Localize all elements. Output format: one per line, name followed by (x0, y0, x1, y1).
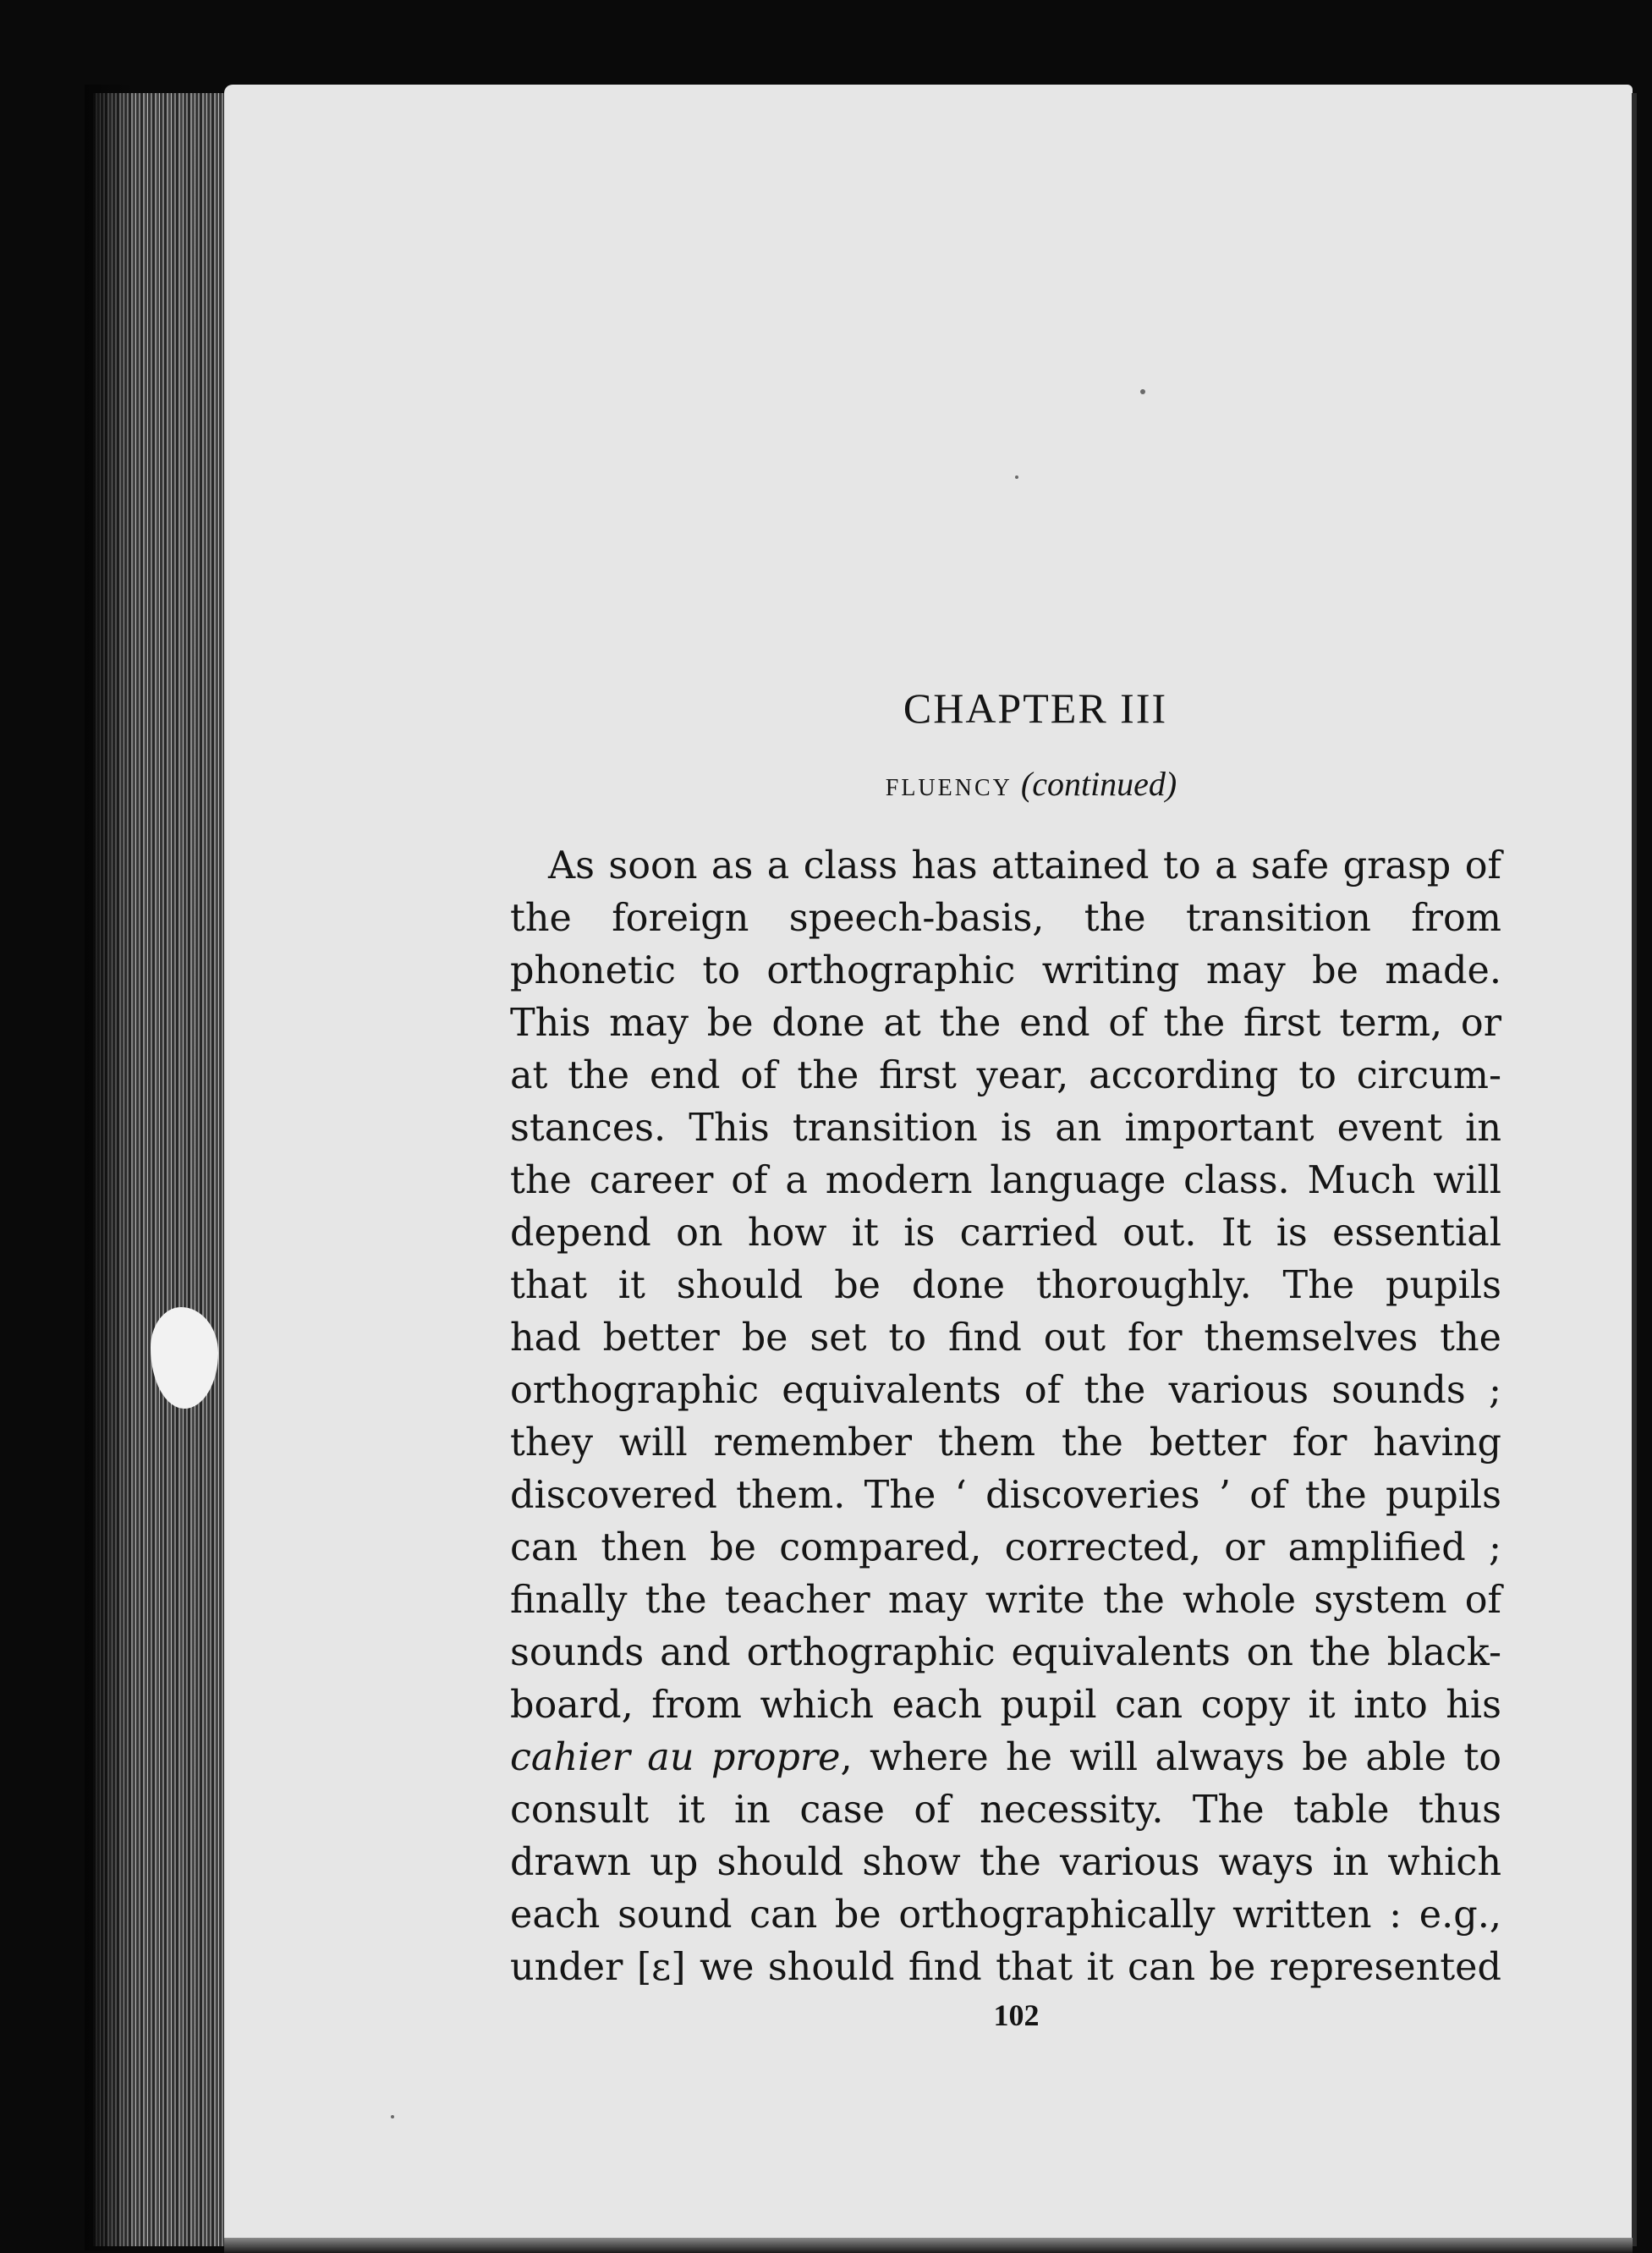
text-line: sounds and orthographic equivalents on the black- (510, 1631, 1501, 1674)
speck-2 (1015, 475, 1018, 479)
text-line: at the end of the first year, according to circum- (510, 1054, 1501, 1097)
text-line-italic (510, 1732, 1501, 1784)
text-line: the career of a modern language class. Much will (510, 1159, 1501, 1202)
text-line: the foreign speech-basis, the transition from (510, 897, 1501, 940)
text-line: finally the teacher may write the whole system of (510, 1579, 1501, 1622)
text-line: they will remember them the better for having (510, 1421, 1501, 1464)
italic-phrase: cahier au propre (510, 1736, 841, 1779)
text-line: stances. This transition is an important event in (510, 1107, 1501, 1150)
subtitle-caps: fluency (885, 765, 1013, 803)
subtitle-italic: (continued) (1020, 765, 1177, 803)
body-paragraph (510, 840, 1501, 1994)
chapter-subtitle (510, 766, 1501, 803)
speck-3 (391, 2115, 394, 2118)
text-line: each sound can be orthographically written : e.g., (510, 1893, 1501, 1937)
text-line: orthographic equivalents of the various sounds ; (510, 1369, 1501, 1412)
text-line: drawn up should show the various ways in which (510, 1841, 1501, 1884)
text-line: can then be compared, corrected, or amplified ; (510, 1526, 1501, 1569)
text-line: phonetic to orthographic writing may be made. (510, 949, 1501, 992)
text-line: that it should be done thoroughly. The pupils (510, 1264, 1501, 1307)
bottom-page-edge (224, 2238, 1633, 2253)
text-line: had better be set to find out for themselves the (510, 1316, 1501, 1360)
binding-shadow (85, 85, 135, 2250)
right-page-edge (1632, 93, 1637, 2246)
text-line: board, from which each pupil can copy it into his (510, 1684, 1501, 1727)
text-line: under [ɛ] we should find that it can be represented (510, 1946, 1501, 1989)
page-number: 102 (993, 1998, 1040, 2032)
text-line: discovered them. The ‘ discoveries ’ of the pupils (510, 1474, 1501, 1517)
text-line: depend on how it is carried out. It is essential (510, 1212, 1501, 1255)
page-content (510, 685, 1501, 2033)
text-line: As soon as a class has attained to a safe grasp of (548, 844, 1501, 887)
text-line: consult it in case of necessity. The table thus (510, 1789, 1501, 1832)
speck-1 (1140, 389, 1145, 394)
chapter-heading: CHAPTER III (903, 684, 1168, 732)
text-line-rest: , where he will always be able to (840, 1736, 1502, 1779)
text-line: This may be done at the end of the first term, or (510, 1002, 1501, 1045)
